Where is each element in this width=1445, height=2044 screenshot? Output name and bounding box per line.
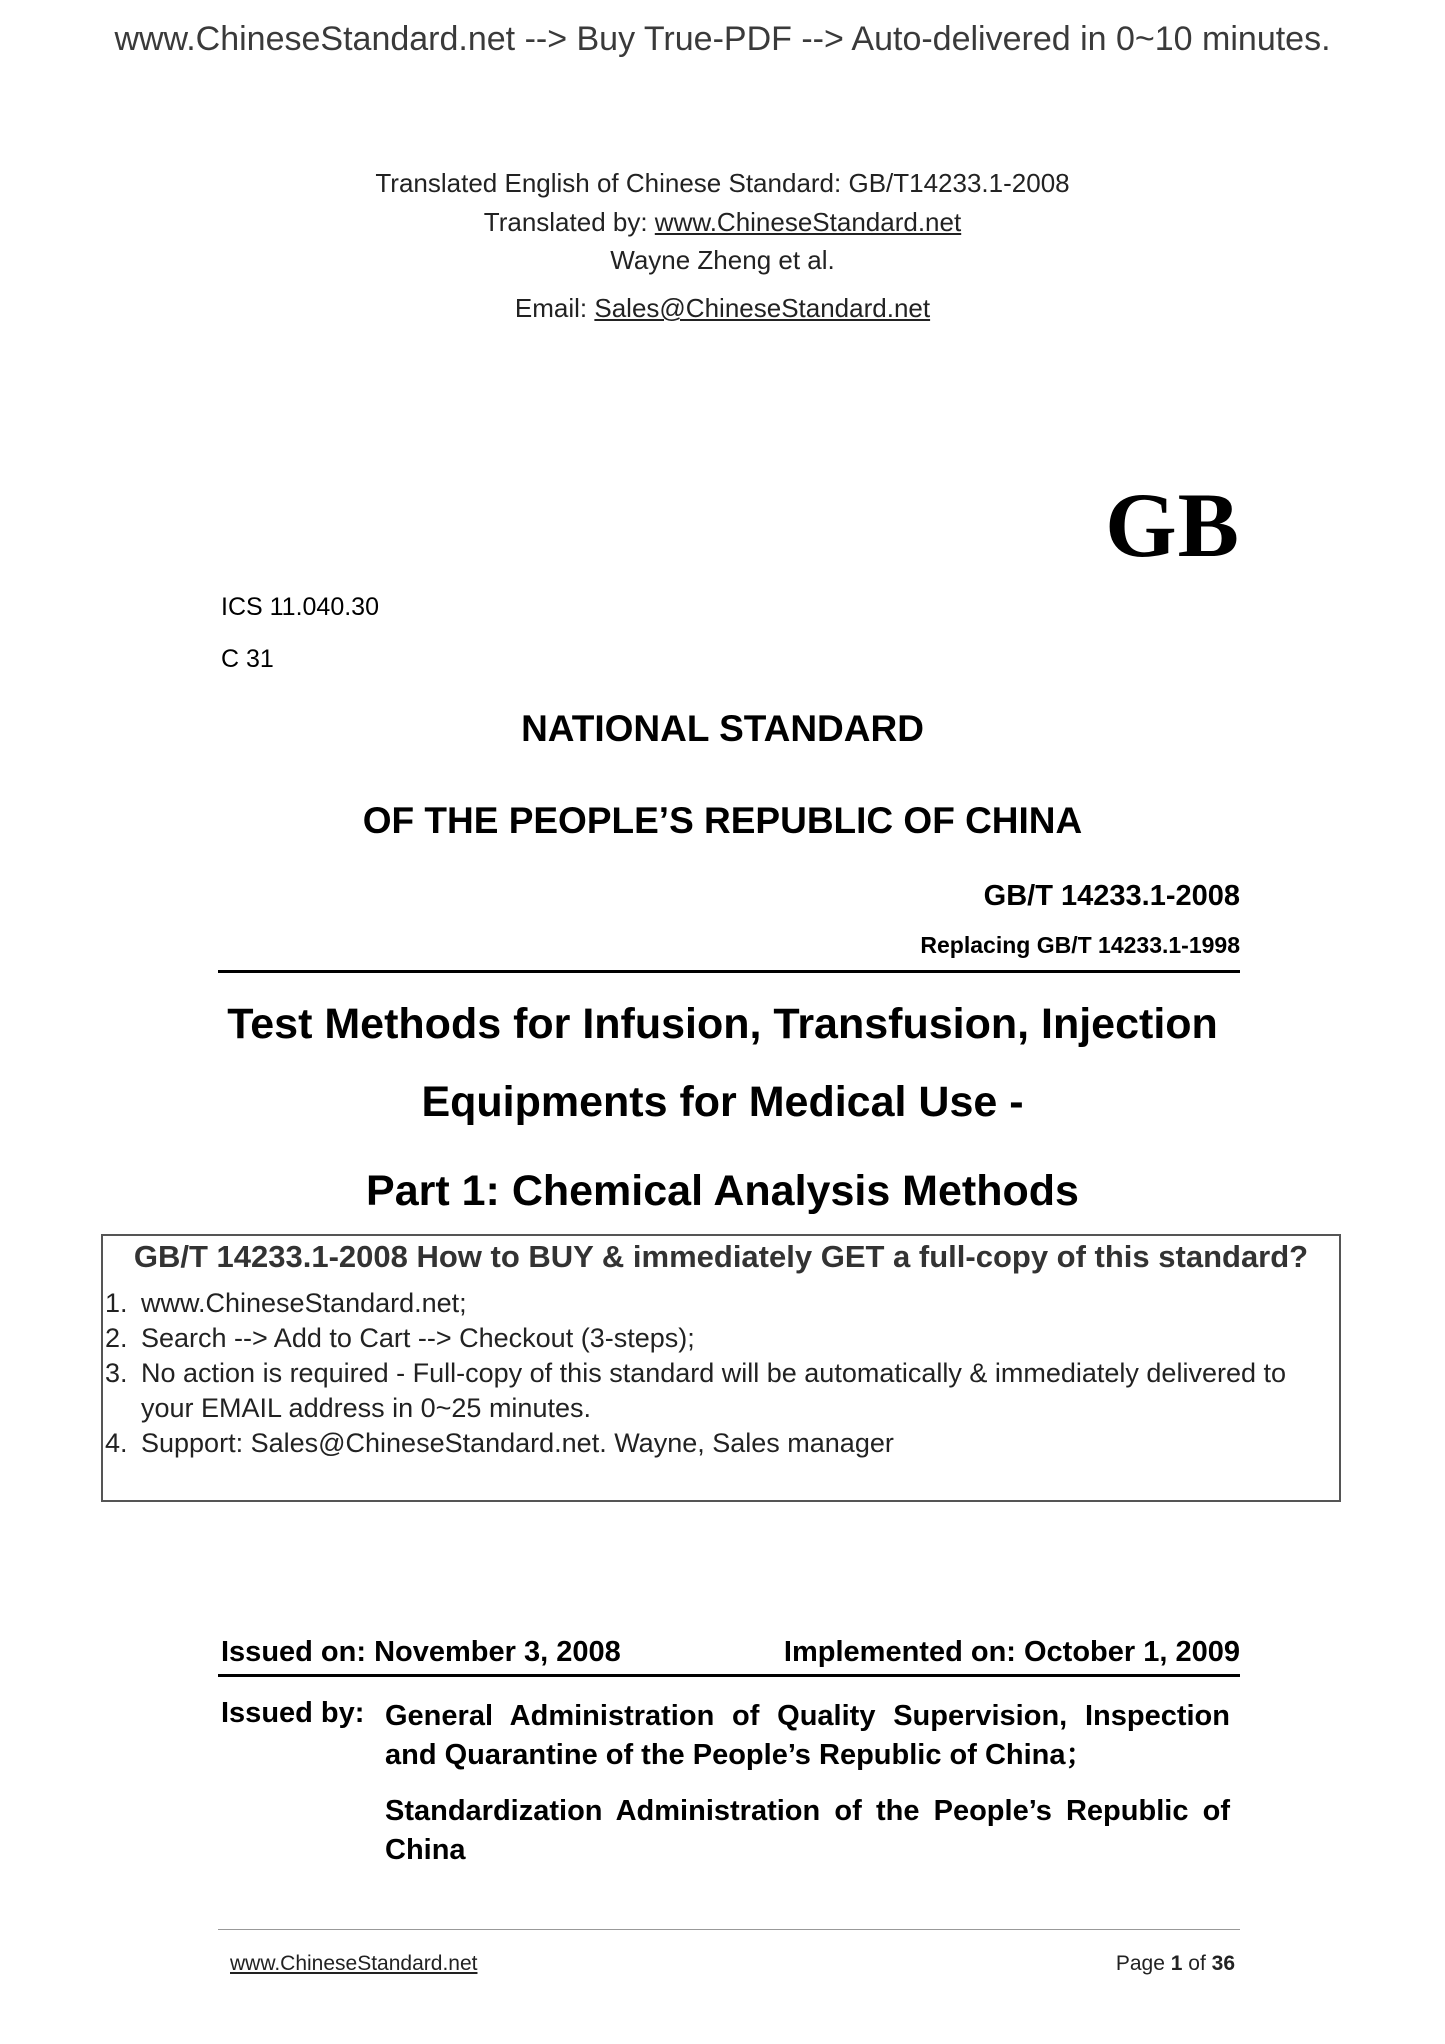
issuer-sac: Standardization Administration of the People’s Republic of China [385,1795,1230,1866]
page-total: 36 [1211,1952,1235,1975]
issued-by-label: Issued by: [221,1697,365,1729]
page-current: 1 [1170,1952,1183,1975]
standard-number: GB/T 14233.1-2008 [983,880,1240,912]
top-banner: www.ChineseStandard.net --> Buy True-PDF --> Auto-delivered in 0~10 minutes. [114,20,1331,58]
purchase-step [103,1321,1339,1356]
document-title-line-3: Part 1: Chemical Analysis Methods [366,1167,1079,1215]
page-number [1116,1952,1235,1976]
prc-heading: OF THE PEOPLE’S REPUBLIC OF CHINA [362,800,1083,841]
step-text: www.ChineseStandard.net; [141,1288,467,1318]
purchase-box-title: GB/T 14233.1-2008 How to BUY & immediately GET a full-copy of this standard? [133,1239,1309,1274]
step-text: Search --> Add to Cart --> Checkout (3-steps); [141,1323,695,1353]
step-number: 4. [105,1428,128,1458]
translated-by-line [0,207,1445,238]
page-prefix: Page [1115,1952,1171,1975]
ccs-code: C 31 [221,645,274,673]
step-number: 1. [105,1288,128,1318]
step-text: No action is required - Full-copy of this standard will be automatically & immediately delivered to your EMAIL address in 0~25 minutes. [141,1358,1287,1423]
document-title-line-2: Equipments for Medical Use - [421,1078,1024,1126]
purchase-step [103,1426,1339,1461]
translator-line: Wayne Zheng et al. [610,245,835,275]
page-middle: of [1182,1952,1212,1975]
email-link[interactable]: Sales@ChineseStandard.net [594,293,931,323]
purchase-info-box [101,1234,1341,1502]
dates-divider [218,1674,1240,1677]
issuer-aqsiq: General Administration of Quality Supervision, Inspection and Quarantine of the People’s Republic of China； [385,1700,1230,1771]
national-standard-heading: NATIONAL STANDARD [521,708,924,749]
email-line [0,293,1445,324]
step-text: Support: Sales@ChineseStandard.net. Wayne, Sales manager [141,1428,894,1458]
purchase-steps-list [103,1286,1339,1461]
footer-link[interactable]: www.ChineseStandard.net [230,1952,478,1975]
issued-on-date: Issued on: November 3, 2008 [221,1636,621,1668]
step-number: 3. [105,1358,128,1388]
purchase-step [103,1286,1339,1321]
translated-by-prefix: Translated by: [483,207,655,237]
document-title-line-1: Test Methods for Infusion, Transfusion, Injection [227,1000,1218,1048]
ics-code: ICS 11.040.30 [221,593,379,621]
header-divider [218,970,1240,973]
implemented-on-date: Implemented on: October 1, 2009 [783,1636,1240,1668]
footer-divider [218,1929,1240,1930]
replacing-standard: Replacing GB/T 14233.1-1998 [920,932,1240,958]
translated-by-link[interactable]: www.ChineseStandard.net [654,207,962,237]
purchase-step [103,1356,1339,1426]
email-prefix: Email: [514,293,595,323]
gb-logo: GB [1105,474,1240,576]
translated-standard-line: Translated English of Chinese Standard: GB/T14233.1-2008 [375,168,1070,198]
step-number: 2. [105,1323,128,1353]
